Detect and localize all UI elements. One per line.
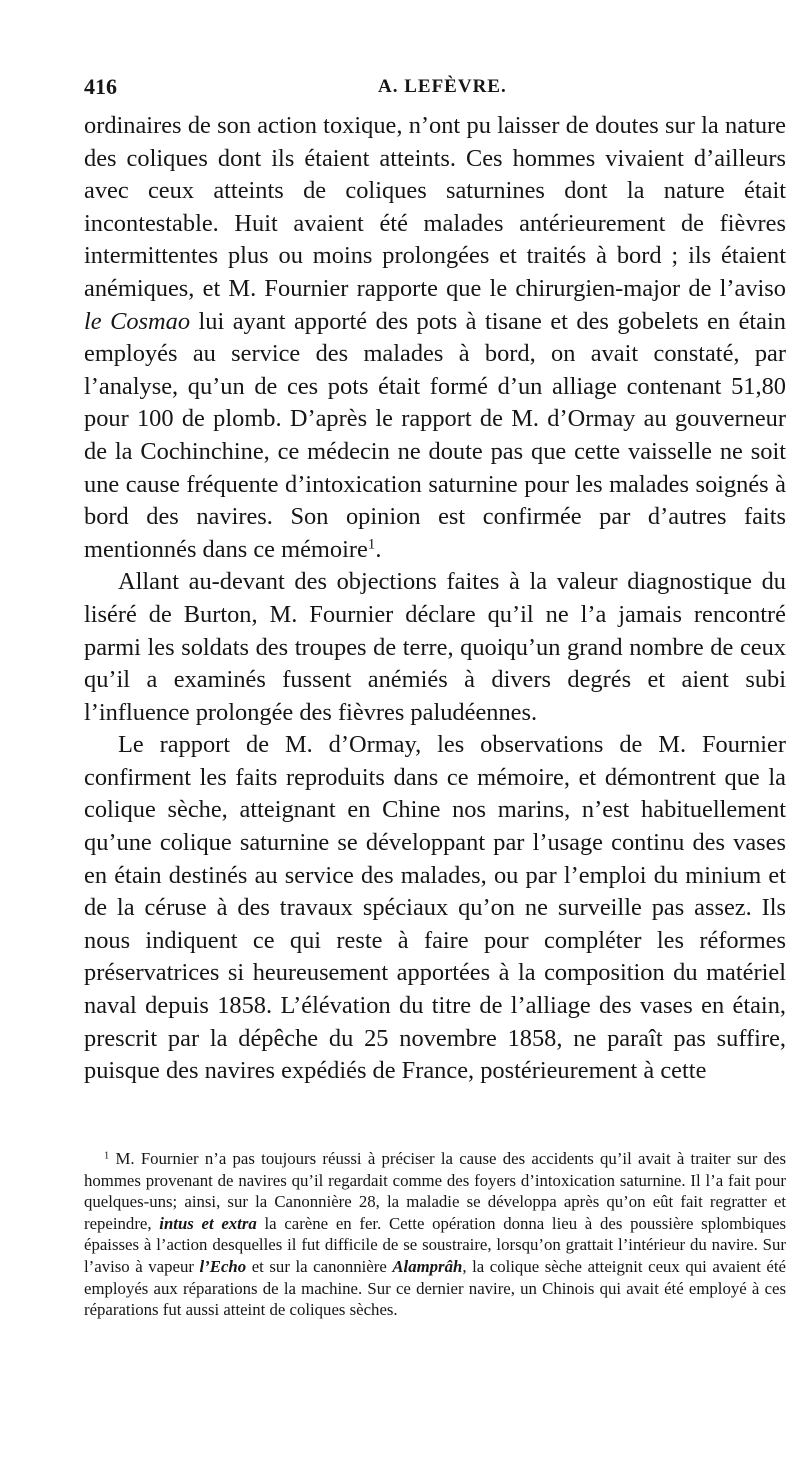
footnote-ship-name: l’Echo	[199, 1256, 247, 1276]
running-head: A. LEFÈVRE.	[378, 76, 507, 97]
paragraph-1	[84, 110, 786, 566]
footnotes	[84, 1148, 786, 1321]
footnote-reference[interactable]: 1	[367, 536, 376, 553]
paragraph-text: lui ayant apporté des pots à tisane et des gobelets en étain employés au service des malades à bord, on avait constaté, par l’analyse, qu’un de ces pots était formé d’un alliage contenant 51,80 pour 100 de plomb. D’après le rapport de M. d’Ormay au gouverneur de la Cochinchine, ce médecin ne doute pas que cette vaisselle ne soit une cause fréquente d’intoxication saturnine pour les malades soignés à bord des navires. Son opinion est confirmée par d’autres faits mentionnés dans ce mémoire	[84, 307, 786, 563]
footnote-marker: 1	[104, 1150, 110, 1162]
paragraph-3: Le rapport de M. d’Ormay, les observations de M. Fournier confirment les faits reproduits dans ce mémoire, et démontrent que la colique sèche, atteignant en Chine nos marins, n’est habituellement qu’une colique saturnine se développant par l’usage continu des vases en étain destinés au service des malades, ou par l’emploi du minium et de la céruse à des travaux spéciaux qu’on ne surveille pas assez. Ils nous indiquent ce qui reste à faire pour compléter les réformes préservatrices si heureusement apportées à la composition du matériel naval depuis 1858. L’élévation du titre de l’alliage des vases en étain, prescrit par la dépêche du 25 novembre 1858, ne paraît pas suffire, puisque des navires expédiés de France, postérieurement à cette	[84, 731, 786, 1085]
footnote-text: M. Fournier n’a pas toujours réussi à préciser la cause des accidents qu’il avait à traiter sur des hommes provenant de navires qu’il regardait comme des foyers d’intoxication saturnine. Il l’a fait pour quelques-uns; ainsi, sur la Canonnière 28, la maladie se développa après qu’on eût fait regratter et repeindre,	[84, 1149, 786, 1233]
footnote-text: la carène en fer. Cette opération donna lieu à des poussière splombiques épaisses à l’action desquelles il fut difficile de se soustraire, lorsqu’on grattait l’intérieur du navire. Sur l’aviso à vapeur	[84, 1213, 787, 1276]
footnote-italic-phrase: intus et extra	[159, 1213, 257, 1233]
paragraph-2: Allant au-devant des objections faites à la valeur diagnostique du liséré de Burton, M. Fournier déclare qu’il ne l’a jamais rencontré parmi les soldats des troupes de terre, quoiqu’un grand nombre de ceux qu’il a examinés fussent anémiés à divers degrés et aient subi l’influence prolongée des fièvres paludéennes.	[84, 568, 786, 726]
footnote-text: et sur la canonnière	[246, 1256, 393, 1276]
ship-name-italic: le Cosmao	[84, 307, 191, 335]
paragraph-text: .	[375, 535, 382, 563]
footnote-1	[84, 1148, 786, 1321]
paragraph-text: ordinaires de son action toxique, n’ont pu laisser de doutes sur la nature des coliques dont ils étaient atteints. Ces hommes vivaient d’ailleurs avec ceux atteints de coliques saturnines dont la nature était incontestable. Huit avaient été malades antérieurement de fièvres intermittentes plus ou moins prolongées et traités à bord ; ils étaient anémiques, et M. Fournier rapporte que le chirurgien-major de l’aviso	[84, 112, 786, 302]
footnote-ship-name: Alamprâh	[392, 1256, 463, 1276]
page-header	[84, 68, 784, 104]
page-number: 416	[84, 74, 117, 99]
footnote-text: , la colique sèche atteignit ceux qui avaient été employés aux réparations de la machine. Sur ce dernier navire, un Chinois qui avait été employé à ces réparations fut aussi atteint de coliques sèches.	[84, 1256, 786, 1320]
body-text	[84, 110, 786, 1088]
